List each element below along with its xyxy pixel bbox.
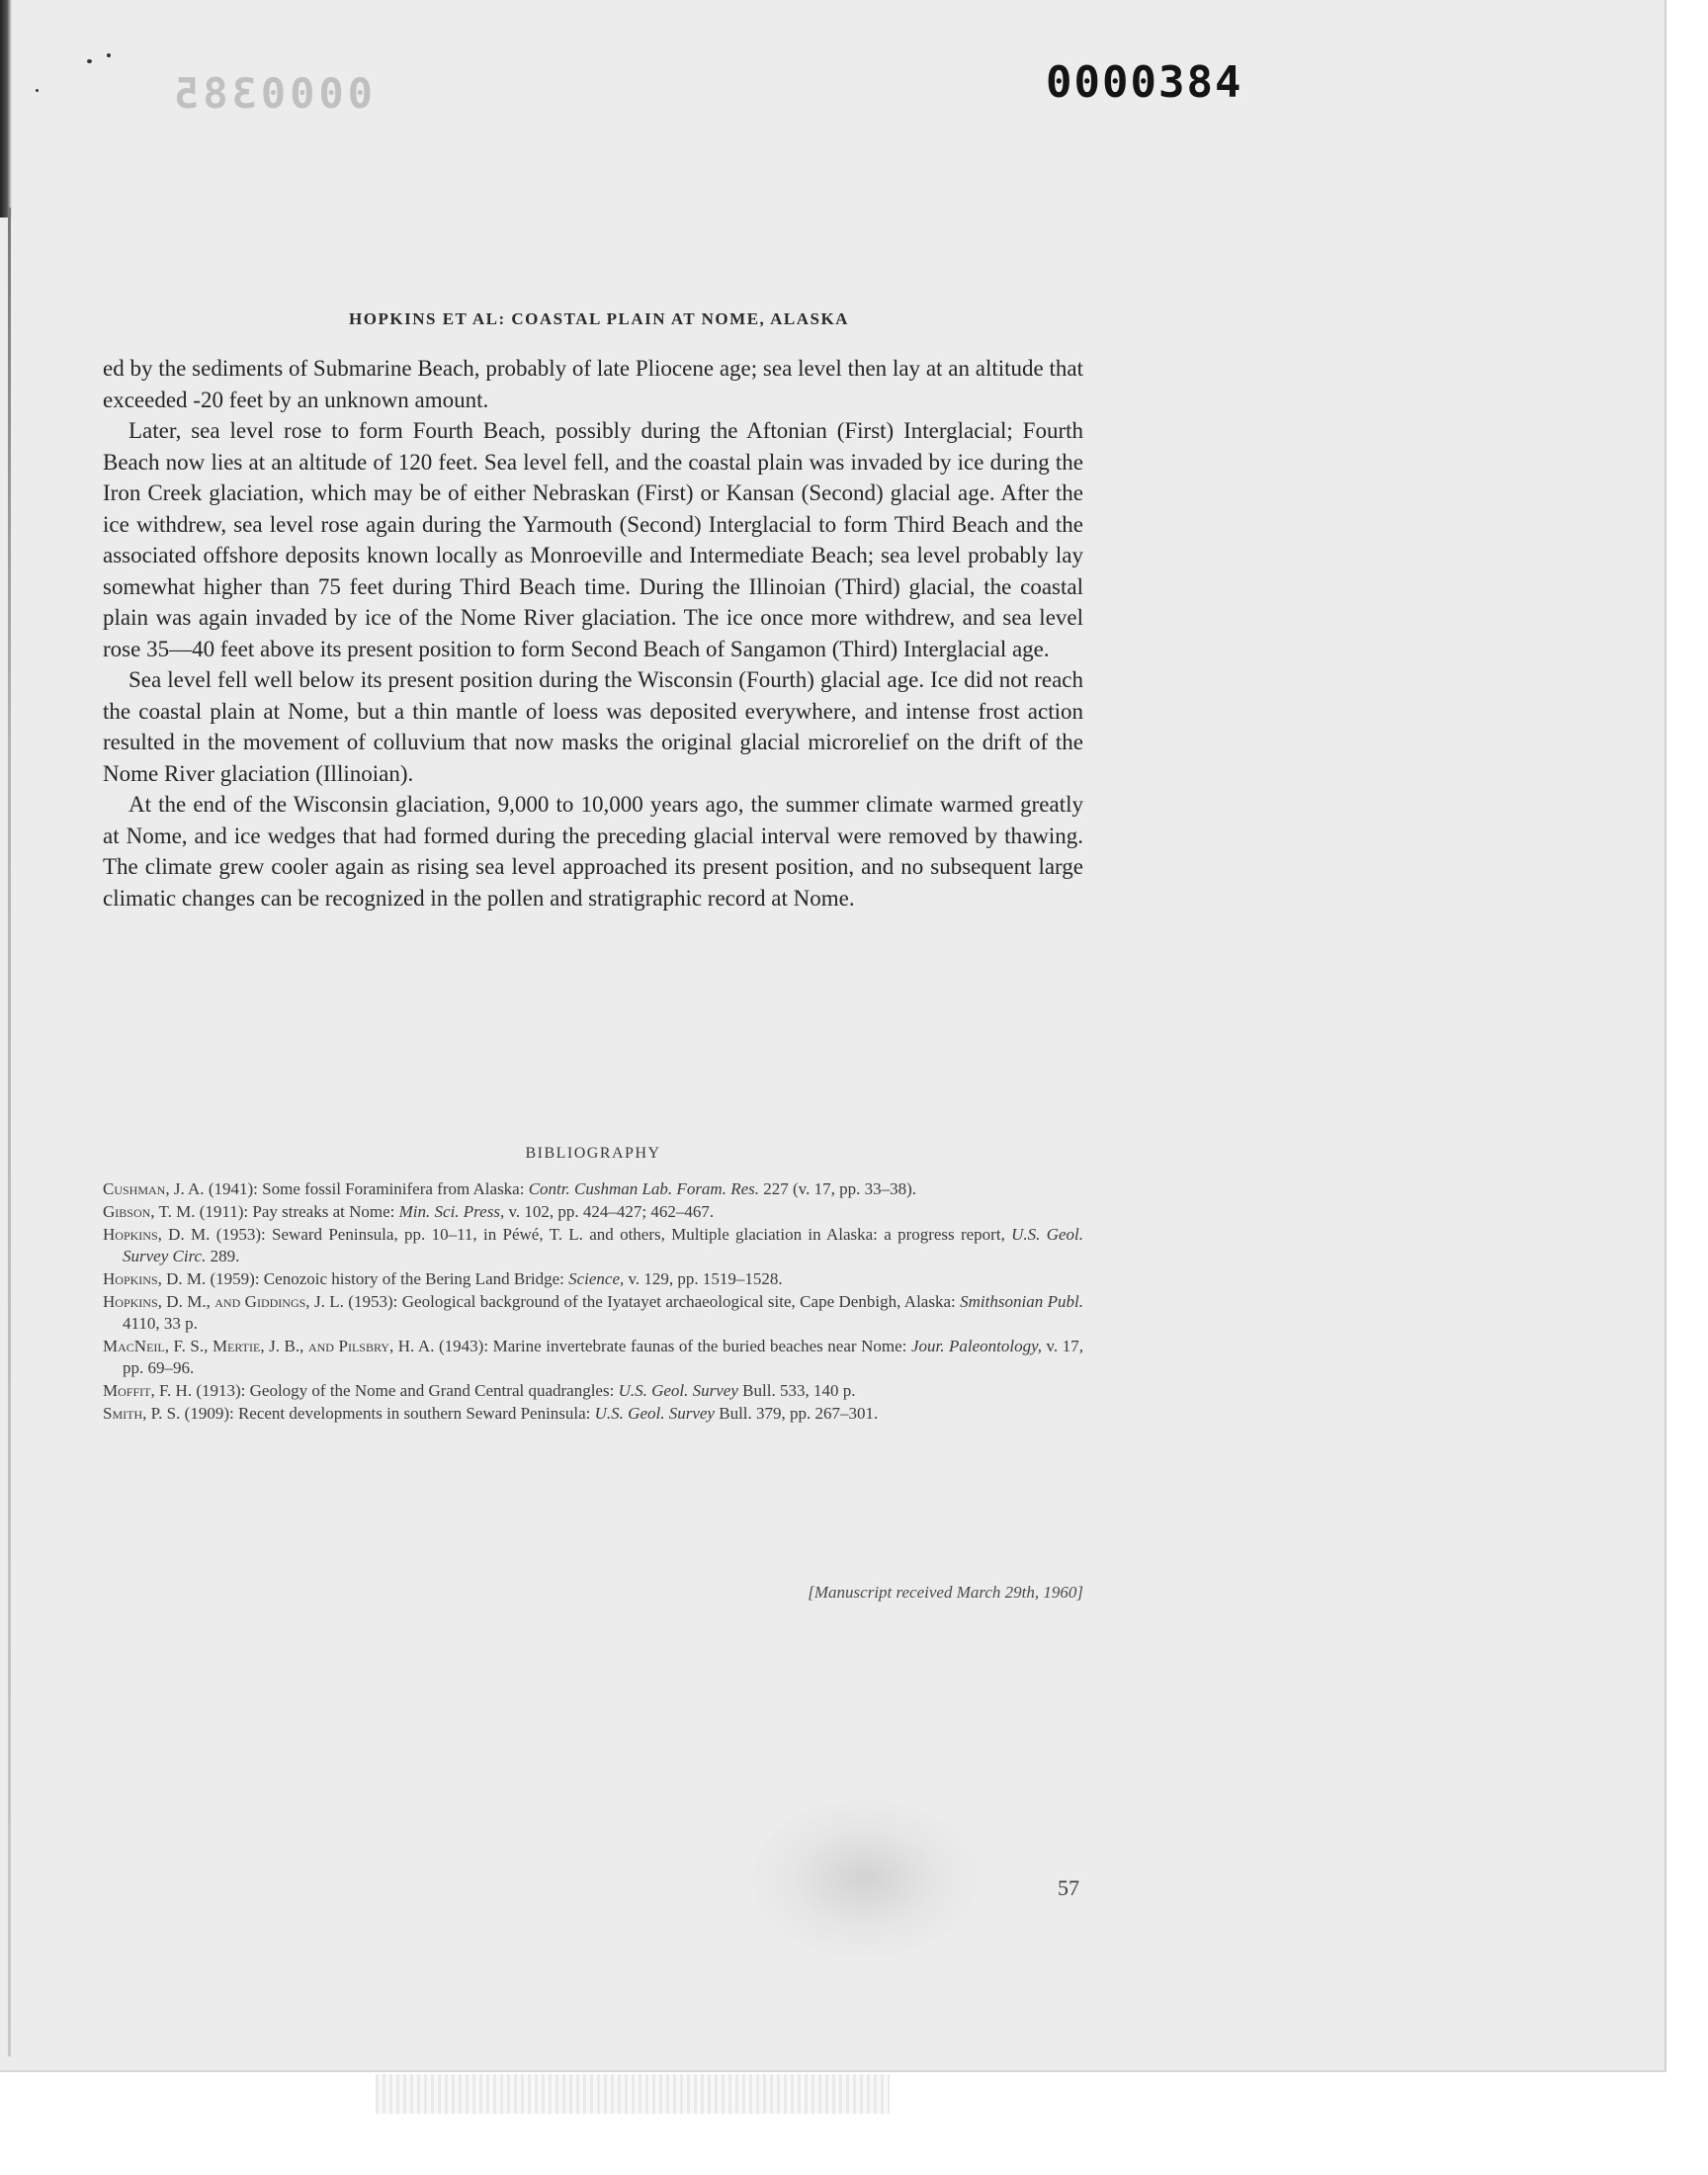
bib-text: (1913): Geology of the Nome and Grand Central quadrangles: [192,1381,619,1400]
bib-journal: U.S. Geol. Survey [594,1404,715,1423]
page-smudge [751,1799,979,1958]
bibliography-entry [103,1268,1083,1290]
dust-speck [87,59,92,63]
bib-text: (1953): Geological background of the Iyatayet archaeological site, Cape Denbigh, Alaska: [343,1292,961,1311]
bibliography-entry [103,1380,1083,1402]
bib-text: (1909): Recent developments in southern Seward Peninsula: [180,1404,595,1423]
bib-author: Moffit, F. H. [103,1381,193,1400]
bib-journal: U.S. Geol. Survey Circ. [123,1225,1084,1265]
bibliography-entry [103,1178,1083,1200]
bib-author: Gibson, T. M. [103,1202,196,1221]
ghost-stamp-number: 0000385 [170,69,374,118]
bibliography-list [103,1178,1083,1426]
body-text [103,353,1083,914]
bib-text: Bull. 379, pp. 267–301. [714,1404,879,1423]
bib-author: Hopkins, D. M., and Giddings, J. L. [103,1292,344,1311]
scan-artifact-band [376,2074,890,2114]
bib-journal: Jour. Paleontology, [910,1337,1042,1355]
body-paragraph: At the end of the Wisconsin glaciation, 9,000 to 10,000 years ago, the summer climate warmed greatly at Nome, and ice wedges that had formed during the preceding glacial interval were removed by thawing. The climate grew cooler again as rising sea level approached its present position, and no subsequent large climatic changes can be recognized in the pollen and stratigraphic record at Nome. [103,792,1083,911]
bib-author: MacNeil, F. S., Mertie, J. B., and Pilsbry, H. A. [103,1337,435,1355]
bib-text: (1911): Pay streaks at Nome: [195,1202,399,1221]
bib-text: v. 129, pp. 1519–1528. [624,1269,783,1288]
bib-text: (1941): Some fossil Foraminifera from Alaska: [204,1179,529,1198]
bib-author: Cushman, J. A. [103,1179,205,1198]
bib-text: 227 (v. 17, pp. 33–38). [759,1179,916,1198]
bib-journal: Contr. Cushman Lab. Foram. Res. [528,1179,760,1198]
running-head: HOPKINS ET AL: COASTAL PLAIN AT NOME, ALASKA [349,309,849,328]
bibliography-entry [103,1336,1083,1379]
dust-speck [107,53,111,57]
bib-text: Bull. 533, 140 p. [737,1381,856,1400]
bibliography-entry [103,1224,1083,1267]
bib-text: (1953): Seward Peninsula, pp. 10–11, in Péwé, T. L. and others, Multiple glaciation in Alaska: a progress report, [210,1225,1012,1244]
body-paragraph: ed by the sediments of Submarine Beach, probably of late Pliocene age; sea level then lay at an altitude that exceeded -20 feet by an unknown amount. [103,356,1083,412]
body-paragraph: Sea level fell well below its present position during the Wisconsin (Fourth) glacial age. Ice did not reach the coastal plain at Nome, but a thin mantle of loess was deposited everywhere, and intense frost action resulted in the movement of colluvium that now masks the original glacial microrelief on the drift of the Nome River glaciation (Illinoian). [103,667,1083,786]
bib-author: Smith, P. S. [103,1404,181,1423]
binding-shadow [0,0,12,218]
manuscript-received-note: [Manuscript received March 29th, 1960] [808,1583,1083,1602]
bib-text: 4110, 33 p. [123,1314,198,1333]
bib-text: (1959): Cenozoic history of the Bering Land Bridge: [206,1269,569,1288]
bib-journal: U.S. Geol. Survey [618,1381,738,1400]
body-paragraph: Later, sea level rose to form Fourth Beach, possibly during the Aftonian (First) Interglacial; Fourth Beach now lies at an altitude of 120 feet. Sea level fell, and the coastal plain was invaded by ice during the Iron Creek glaciation, which may be of either Nebraskan (First) or Kansan (Second) glacial age. After the ice withdrew, sea level rose again during the Yarmouth (Second) Interglacial to form Third Beach and the associated offshore deposits known locally as Monroeville and Intermediate Beach; sea level probably lay somewhat higher than 75 feet during Third Beach time. During the Illinoian (Third) glacial, the coastal plain was again invaded by ice of the Nome River glaciation. The ice once more withdrew, and sea level rose 35—40 feet above its present position to form Second Beach of Sangamon (Third) Interglacial age. [103,418,1083,661]
bibliography-entry [103,1291,1083,1335]
bib-journal: Min. Sci. Press, [398,1202,505,1221]
bib-author: Hopkins, D. M. [103,1225,211,1244]
bibliography-heading: BIBLIOGRAPHY [525,1145,661,1162]
page-number: 57 [1058,1875,1079,1900]
document-stamp-number: 0000384 [1046,57,1243,108]
dust-speck [36,89,39,92]
bib-journal: Smithsonian Publ. [960,1292,1083,1311]
page-edge-line [8,208,11,2056]
bibliography-entry [103,1403,1083,1425]
bib-text: v. 17, pp. 69–96. [123,1337,1083,1377]
bib-text: v. 102, pp. 424–427; 462–467. [504,1202,715,1221]
bibliography-entry [103,1201,1083,1223]
bib-journal: Science, [568,1269,625,1288]
bib-author: Hopkins, D. M. [103,1269,207,1288]
bib-text: (1943): Marine invertebrate faunas of the buried beaches near Nome: [434,1337,911,1355]
bib-text: 289. [206,1247,240,1265]
